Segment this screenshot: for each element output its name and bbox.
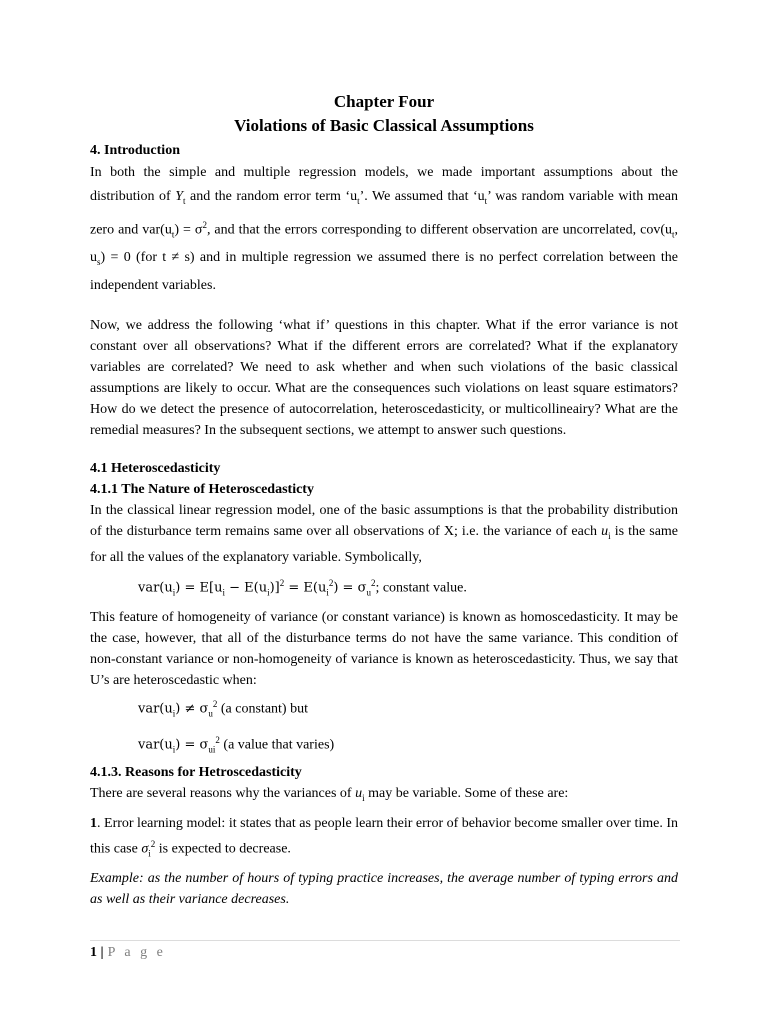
chapter-title: Chapter Four — [333, 92, 435, 111]
section-4-1-heading: 4.1 Heteroscedasticity — [90, 461, 221, 477]
intro-paragraph-2: Now, we address the following ‘what if’ questions in this chapter. What if the error variance is not constant over all observations? What if the different errors are correlated? What if the explanatory variables are correlated? We need to ask whether and when such violations of the basic classical assumptions are likely to occur. What are the consequences such violations on least square estimators? How do we detect the presence of autocorrelation, heteroscedasticity, or multicollineairy? What are the remedial measures? In the subsequent sections, we attempt to answer such questions. — [90, 318, 678, 439]
equation-heteroscedastic-1: $var(u_i) \ne \sigma_u^2$ (a constant) but — [138, 699, 308, 719]
page-label: P a g e — [107, 945, 166, 960]
section-4-1-1-paragraph-1: In the classical linear regression model, one of the basic assumptions is that the probability distribution of the disturbance term remains same over all observations of X; i.e. the variance of each $u_i$ is the same for all the values of the explanatory variable. Symbolically, — [90, 503, 679, 565]
intro-paragraph-1: In both the simple and multiple regression models, we made important assumptions about the distribution of $Y_t$ and the random error term ‘$u_t$’. We assumed that ‘$u_t$’ was random variable with mean zero and $var(u_t) = \sigma^2$, and that the errors corresponding to different observation are uncorrelated, $cov(u_t$, $u_s) = 0$ (for t ≠ s) and in multiple regression we assumed there is no perfect correlation between the independent variables. — [90, 165, 679, 294]
section-4-1-1-paragraph-2: This feature of homogeneity of variance (or constant variance) is known as homoscedasticity. It may be the case, however, that all of the disturbance terms do not have the same variance. This condition of non-constant variance or non-homogeneity of variance is known as heteroscedasticity. Thus, we say that U’s are heteroscedastic when: — [90, 610, 678, 689]
section-4-1-1-heading: 4.1.1 The Nature of Heteroscedasticty — [90, 482, 314, 498]
page-footer — [90, 940, 680, 961]
intro-heading: 4. Introduction — [90, 143, 180, 158]
page-number: 1 | — [90, 945, 104, 960]
document-page — [90, 90, 678, 910]
equation-heteroscedastic-2: $var(u_i) = \sigma_{ui}^2$ (a value that varies) — [138, 734, 335, 755]
example-text: Example: as the number of hours of typing practice increases, the average number of typing errors and as well as their variance decreases. — [90, 871, 678, 908]
reason-item-1: 1. Error learning model: it states that as people learn their error of behavior become smaller over time. In this case $\sigma_i^2$ is expected to decrease. — [90, 816, 678, 859]
section-4-1-3-heading: 4.1.3. Reasons for Hetroscedasticity — [90, 765, 302, 781]
equation-constant-variance: $var(u_i) = E[u_i - E(u_i)]^2 = E(u_i^2) = \sigma_u^2$; constant value. — [138, 577, 467, 598]
section-4-1-3-paragraph-1: There are several reasons why the variances of $u_i$ may be variable. Some of these are: — [90, 786, 569, 803]
chapter-subtitle: Violations of Basic Classical Assumptions — [234, 116, 534, 135]
